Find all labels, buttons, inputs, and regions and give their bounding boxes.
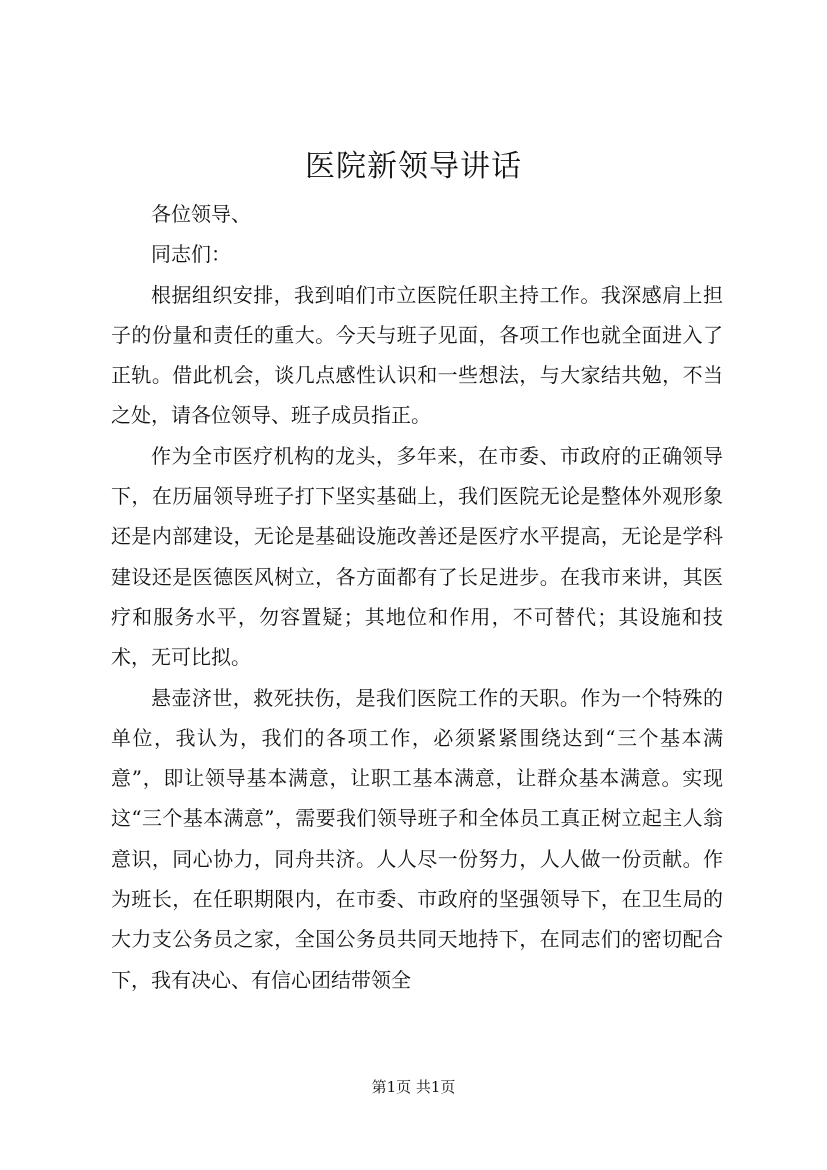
document-title: 医院新领导讲话 — [305, 149, 522, 184]
salutation-line: 同志们： — [151, 242, 231, 267]
salutation-line: 各位领导、 — [151, 202, 251, 226]
page-footer: 第1页 共1页 — [371, 1078, 456, 1096]
body-paragraph: 悬壶济世，救死扶伤，是我们医院工作的天职。作为一个特殊的单位，我认为，我们的各项工作，必须紧紧围绕达到“三个基本满意”，即让领导基本满意，让职工基本满意，让群众基本满意。实现这“三个基本满意”，需要我们领导班子和全体员工真正树立起主人翁意识，同心协力，同舟共济。人人尽一份努力，人人做一份贡献。作为班长，在任职期限内，在市委、市政府的坚强领导下，在卫生局的大力支公务员之家，全国公务员共同天地持下，在同志们的密切配合下，我有决心、有信心团结带领全 — [111, 685, 723, 992]
body-paragraph: 根据组织安排，我到咱们市立医院任职主持工作。我深感肩上担子的份量和责任的重大。今天与班子见面，各项工作也就全面进入了正轨。借此机会，谈几点感性认识和一些想法，与大家结共勉，不当之处，请各位领导、班子成员指正。 — [111, 282, 723, 428]
document-body — [111, 194, 723, 1000]
body-paragraph: 作为全市医疗机构的龙头，多年来，在市委、市政府的正确领导下，在历届领导班子打下坚实基础上，我们医院无论是整体外观形象还是内部建设，无论是基础设施改善还是医疗水平提高，无论是学科建设还是医德医风树立，各方面都有了长足进步。在我市来讲，其医疗和服务水平，勿容置疑；其地位和作用，不可替代；其设施和技术，无可比拟。 — [111, 443, 723, 670]
